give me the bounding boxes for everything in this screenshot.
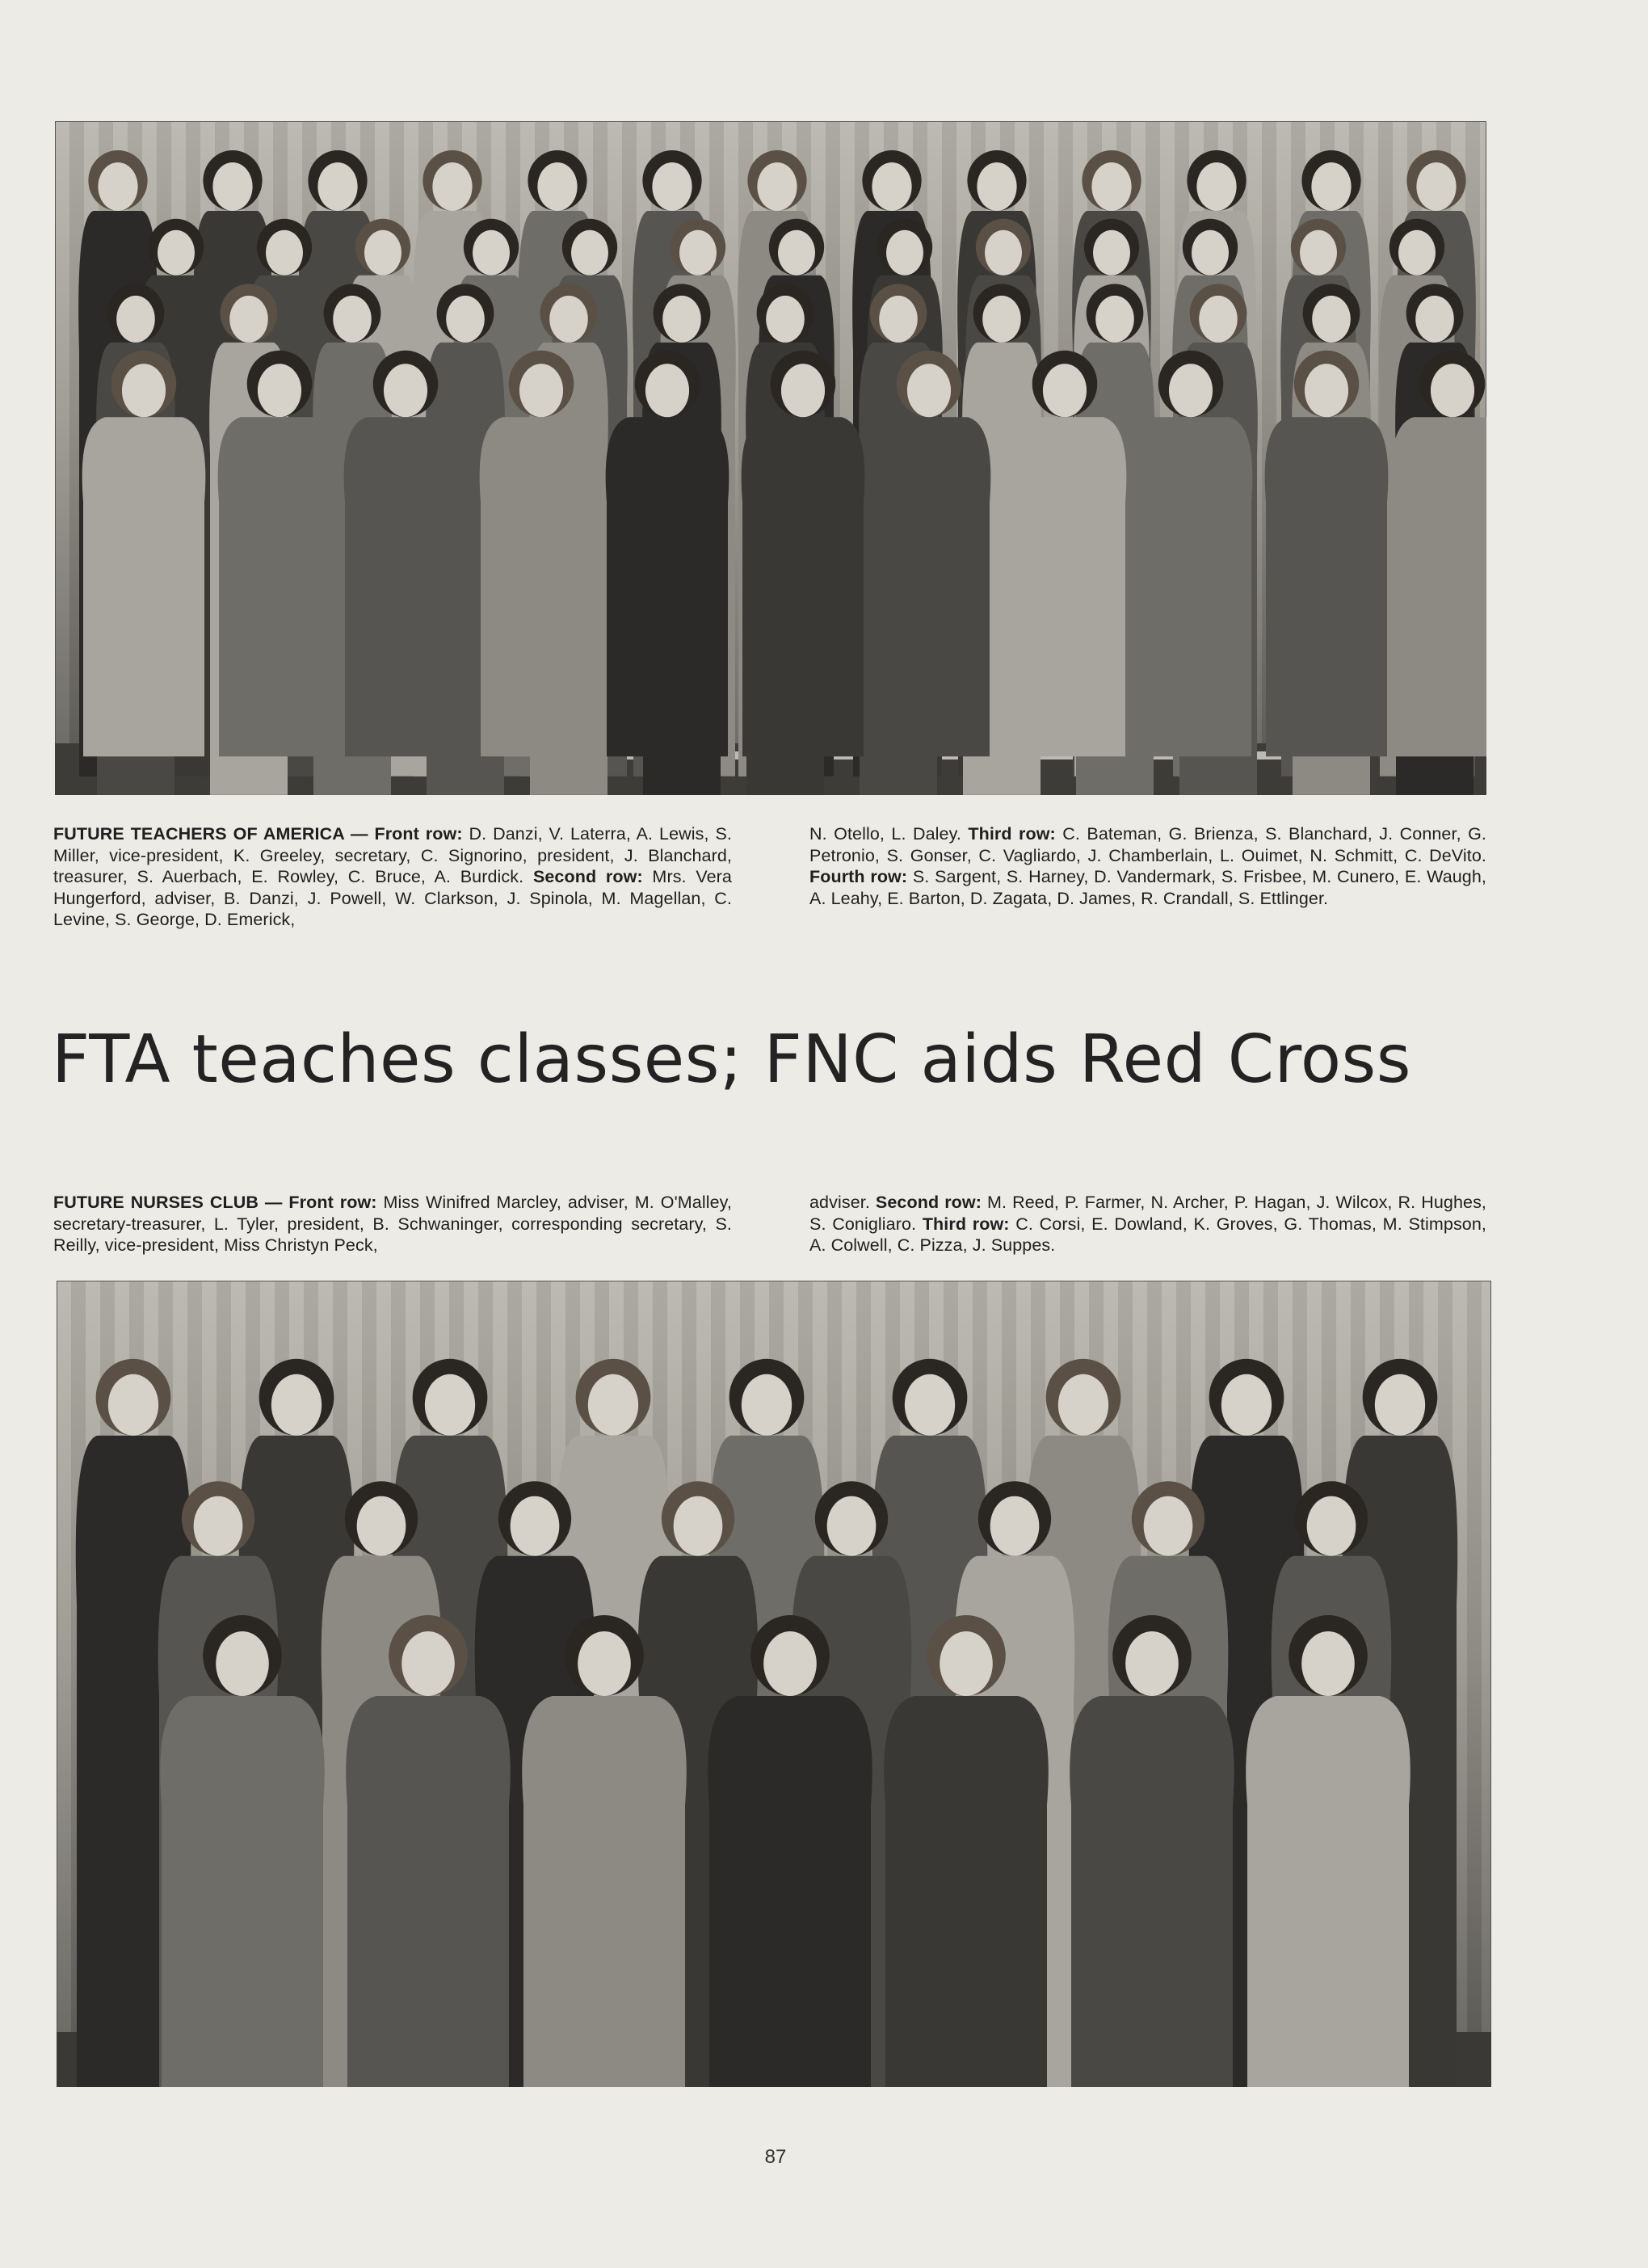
fta-fourth-row-label: Fourth row: [809,867,908,886]
fta-photo-figures [55,121,1486,795]
fnc-photo-figures [57,1281,1491,2087]
fnc-caption-title: FUTURE NURSES CLUB — [53,1193,289,1212]
fnc-second-row-label: Second row: [875,1193,982,1212]
fta-caption-title: FUTURE TEACHERS OF AMERICA — [53,824,375,844]
fta-second-row-label: Second row: [532,867,643,886]
fta-second-row-names: Mrs. Vera Hungerford, adviser, B. Danzi, J. Powell, W. Clarkson, J. Spinola, M. Magellan, C. Levine, S. George, D. Emerick, [53,867,732,929]
page-number: 87 [764,2146,787,2168]
fnc-group-photo [57,1281,1491,2087]
fnc-second-row-names: M. Reed, P. Farmer, N. Archer, P. Hagan, J. Wilcox, R. Hughes, S. Conigliaro. [809,1193,1487,1234]
fta-third-row-names: C. Bateman, G. Brienza, S. Blanchard, J. Conner, G. Petronio, S. Gonser, C. Vagliardo, J. Chamberlain, L. Ouimet, N. Schmitt, C. DeVito. [809,824,1486,865]
fnc-front-row-label: Front row: [288,1193,377,1212]
fta-third-row-label: Third row: [968,824,1056,844]
fta-second-row-continued: N. Otello, L. Daley. [809,824,969,844]
fnc-front-row-names: Miss Winifred Marcley, adviser, M. O'Malley, secretary-treasurer, L. Tyler, president, B. Schwaninger, corresponding secretary, S. Reilly, vice-president, Miss Christyn Peck, [53,1193,732,1255]
fta-caption-column-2 [809,823,1486,909]
fta-front-row-label: Front row: [374,824,463,844]
fnc-caption-column-1 [53,1192,732,1256]
fnc-front-row-continued: adviser. [809,1193,876,1212]
fnc-caption-column-2 [809,1192,1486,1256]
fta-front-row-names: D. Danzi, V. Laterra, A. Lewis, S. Miller, vice-president, K. Greeley, secretary, C. Signorino, president, J. Blanchard, treasurer, S. Auerbach, E. Rowley, C. Bruce, A. Burdick. [53,824,732,886]
page-headline: FTA teaches classes; FNC aids Red Cross [52,1021,1412,1098]
fta-fourth-row-names: S. Sargent, S. Harney, D. Vandermark, S. Frisbee, M. Cunero, E. Waugh, A. Leahy, E. Barton, D. Zagata, D. James, R. Crandall, S. Ettlinger. [809,867,1486,908]
fta-caption-column-1 [53,823,732,931]
fta-group-photo [55,121,1486,795]
fnc-third-row-names: C. Corsi, E. Dowland, K. Groves, G. Thomas, M. Stimpson, A. Colwell, C. Pizza, J. Suppes. [809,1214,1486,1255]
fnc-third-row-label: Third row: [922,1214,1010,1234]
